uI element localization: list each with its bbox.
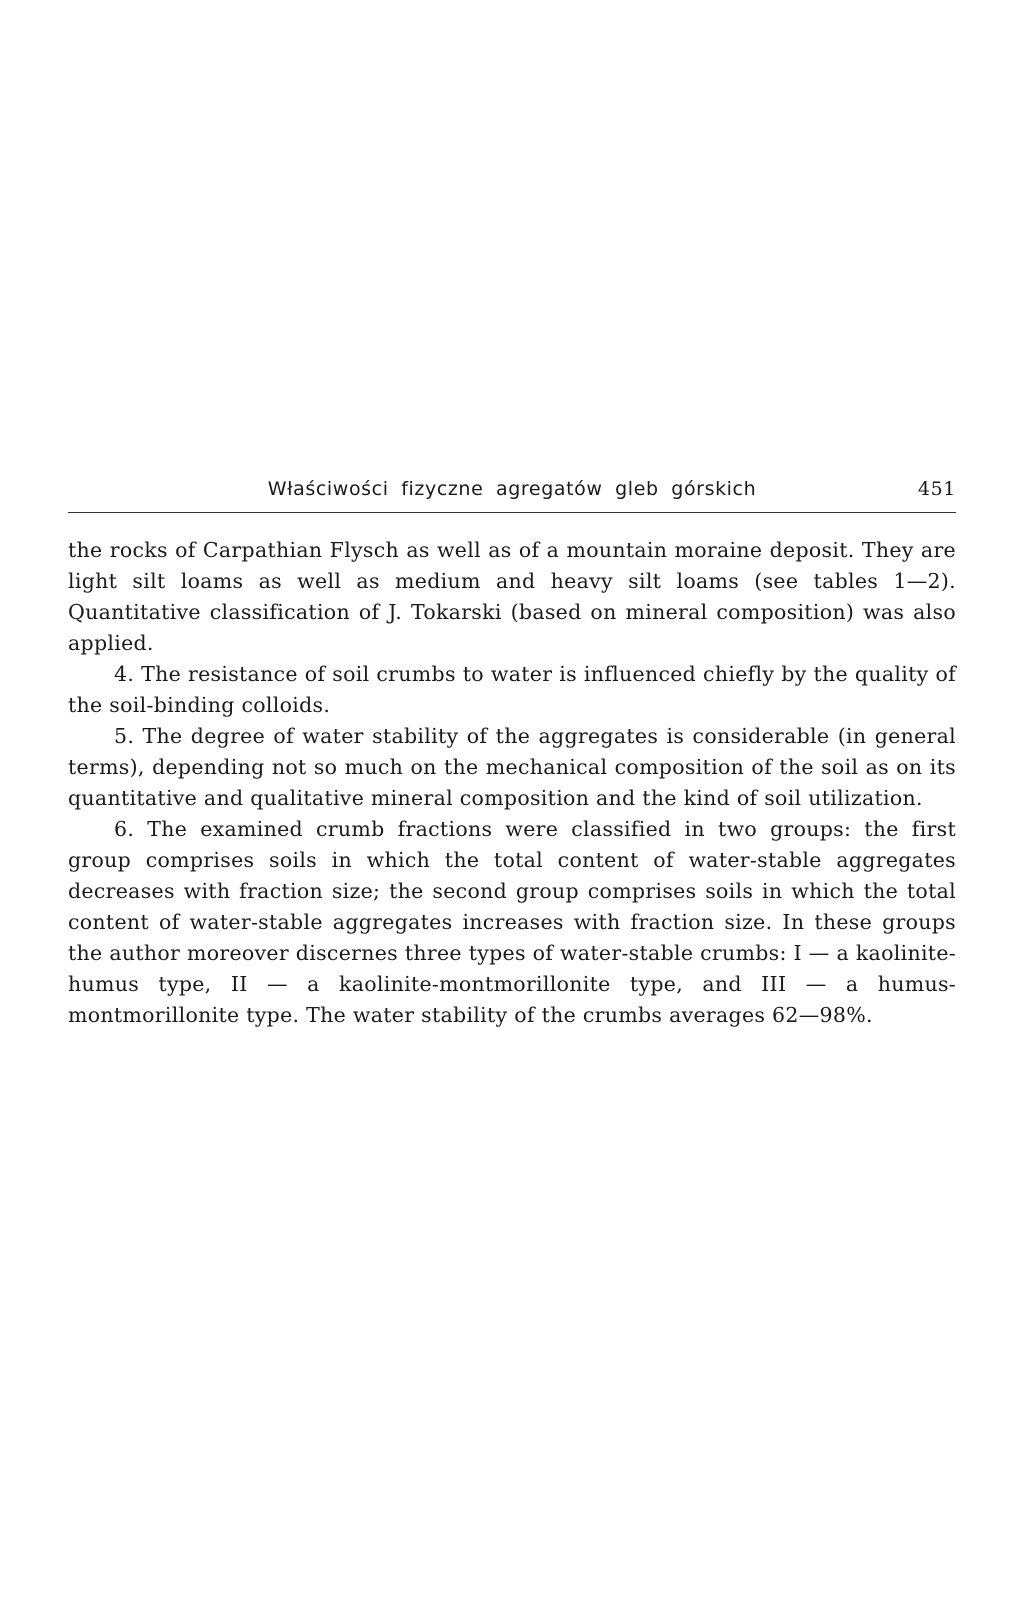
page-number: 451 [917,478,956,500]
paragraph-item-4: 4. The resistance of soil crumbs to water is influenced chiefly by the quality of the soil-binding colloids. [68,662,956,717]
header-rule [68,512,956,513]
paragraph-item-6: 6. The examined crumb fractions were classified in two groups: the first group comprises soils in which the total content of water-stable aggregates decreases with fraction size; the second group comprises soils in which the total content of water-stable aggregates increases with fraction size. In these groups the author moreover discernes three types of water-stable crumbs: I — a kaolinite-humus type, II — a kaolinite-montmorillonite type, and III — a humus-montmorillonite type. The water stability of the crumbs averages 62—98%. [68,817,956,1027]
running-head [68,478,956,512]
running-title: Właściwości fizyczne agregatów gleb górskich [267,478,757,500]
body-text [68,535,956,1031]
paragraph-item-5: 5. The degree of water stability of the aggregates is considerable (in general terms), depending not so much on the mechanical composition of the soil as on its quantitative and qualitative mineral composition and the kind of soil utilization. [68,724,956,810]
document-page [68,478,956,1031]
paragraph-continuation: the rocks of Carpathian Flysch as well as of a mountain moraine deposit. They are light silt loams as well as medium and heavy silt loams (see tables 1—2). Quantitative classification of J. Tokarski (based on mineral composition) was also applied. [68,538,956,655]
